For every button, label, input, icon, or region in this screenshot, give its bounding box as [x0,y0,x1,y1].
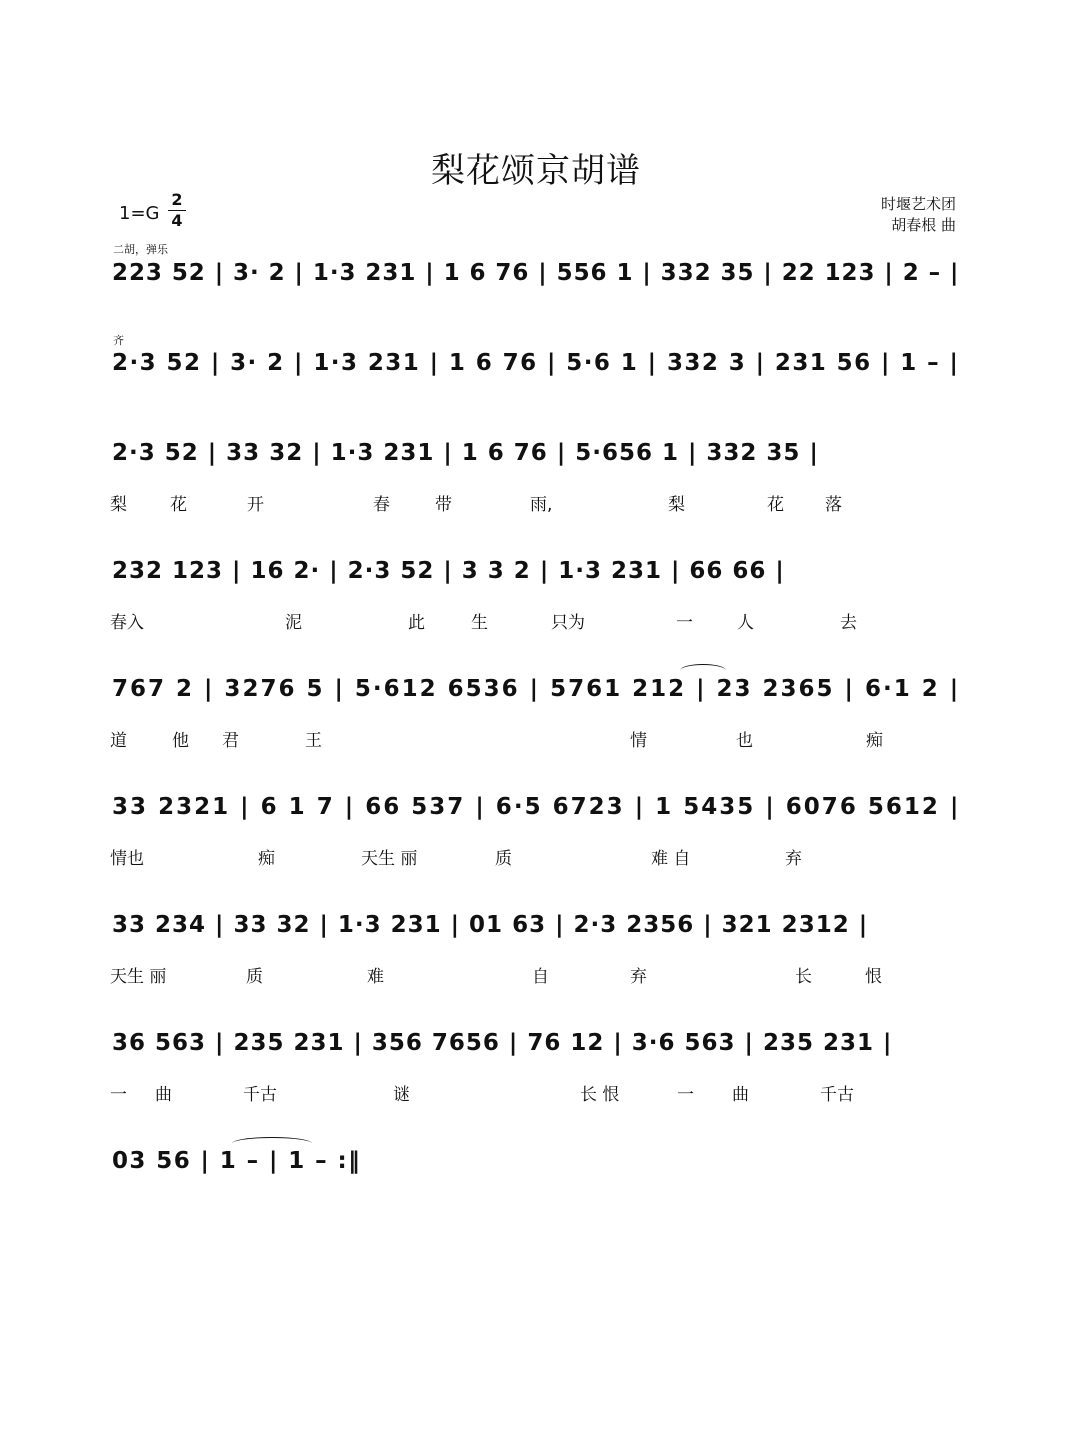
notation-line: 232 123 | 16 2· | 2·3 52 | 3 3 2 | 1·3 231 | 66 66 | [112,558,785,584]
lyric-word: 王 [305,731,322,751]
page-title: 梨花颂京胡谱 [431,151,641,191]
lyric-word: 情也 [110,849,144,869]
instrument-note: 齐 [113,334,124,347]
notation-line: 767 2 | 3276 5 | 5·612 6536 | 5761 212 | 23 2365 | 6·1 2 | [112,676,961,702]
lyric-word: 曲 [155,1085,172,1105]
score-row [112,792,960,832]
score-row [112,674,960,714]
lyric-word: 质 [495,849,512,869]
notation-line: 2·3 52 | 33 32 | 1·3 231 | 1 6 76 | 5·656 1 | 332 35 | [112,440,819,466]
score-row [112,910,960,950]
lyric-word: 带 [435,495,452,515]
slur-arc [232,1137,312,1150]
lyric-word: 一 [676,613,693,633]
lyric-word: 一 [677,1085,694,1105]
lyric-word: 情 [630,731,647,751]
credits [881,194,956,236]
notation-line: 223 52 | 3· 2 | 1·3 231 | 1 6 76 | 556 1 | 332 35 | 22 123 | 2 – | [112,260,960,286]
notation-line: 33 2321 | 6 1 7 | 66 537 | 6·5 6723 | 1 5435 | 6076 5612 | [112,794,961,820]
lyric-word: 道 [110,731,127,751]
notation-line: 33 234 | 33 32 | 1·3 231 | 01 63 | 2·3 2356 | 321 2312 | [112,912,869,938]
lyric-word: 千古 [820,1085,854,1105]
lyric-word: 开 [247,495,264,515]
lyric-line [110,962,958,986]
lyric-word: 弃 [630,967,647,987]
credit-composer: 胡春根 曲 [891,216,956,234]
lyric-word: 痴 [866,731,883,751]
lyric-line [110,1080,958,1104]
lyric-word: 千古 [243,1085,277,1105]
instrument-note: 二胡，弹乐 [113,243,168,256]
time-signature-bottom: 4 [171,211,183,230]
lyric-line [110,490,958,514]
key-signature: 1=G [119,203,160,224]
score-row [112,1146,960,1186]
lyric-word: 花 [767,495,784,515]
lyric-word: 痴 [258,849,275,869]
lyric-word: 难 自 [651,849,691,869]
lyric-word: 自 [532,967,549,987]
lyric-word: 只为 [551,613,585,633]
lyric-word: 雨, [530,495,553,515]
lyric-word: 也 [736,731,753,751]
lyric-word: 天生 丽 [361,849,418,869]
score-row [112,348,960,388]
lyric-word: 花 [170,495,187,515]
score-row [112,556,960,596]
score-row [112,258,960,298]
time-signature [168,191,186,230]
lyric-word: 泥 [285,613,302,633]
lyric-word: 长 恨 [580,1085,620,1105]
lyric-word: 难 [367,967,384,987]
lyric-line [110,844,958,868]
notation-line: 03 56 | 1 – | 1 – :‖ [112,1148,361,1174]
lyric-word: 质 [246,967,263,987]
lyric-word: 一 [110,1085,127,1105]
lyric-word: 梨 [110,495,127,515]
credit-group: 时堰艺术团 [880,195,956,213]
lyric-word: 春 [373,495,390,515]
lyric-word: 长 [795,967,812,987]
time-signature-top: 2 [171,190,183,209]
notation-line: 2·3 52 | 3· 2 | 1·3 231 | 1 6 76 | 5·6 1 | 332 3 | 231 56 | 1 – | [112,350,960,376]
lyric-line [110,726,958,750]
lyric-word: 此 [408,613,425,633]
lyric-word: 天生 丽 [110,967,167,987]
lyric-line [110,608,958,632]
score-row [112,1028,960,1068]
lyric-word: 生 [471,613,488,633]
lyric-word: 谜 [393,1085,410,1105]
lyric-word: 他 [172,731,189,751]
lyric-word: 恨 [865,967,882,987]
notation-line: 36 563 | 235 231 | 356 7656 | 76 12 | 3·6 563 | 235 231 | [112,1030,893,1056]
lyric-word: 梨 [668,495,685,515]
lyric-word: 去 [840,613,857,633]
lyric-word: 春入 [110,613,144,633]
slur-arc [680,664,726,677]
lyric-word: 落 [825,495,842,515]
lyric-word: 曲 [732,1085,749,1105]
lyric-word: 君 [222,731,239,751]
lyric-word: 弃 [785,849,802,869]
score-row [112,438,960,478]
lyric-word: 人 [737,613,754,633]
